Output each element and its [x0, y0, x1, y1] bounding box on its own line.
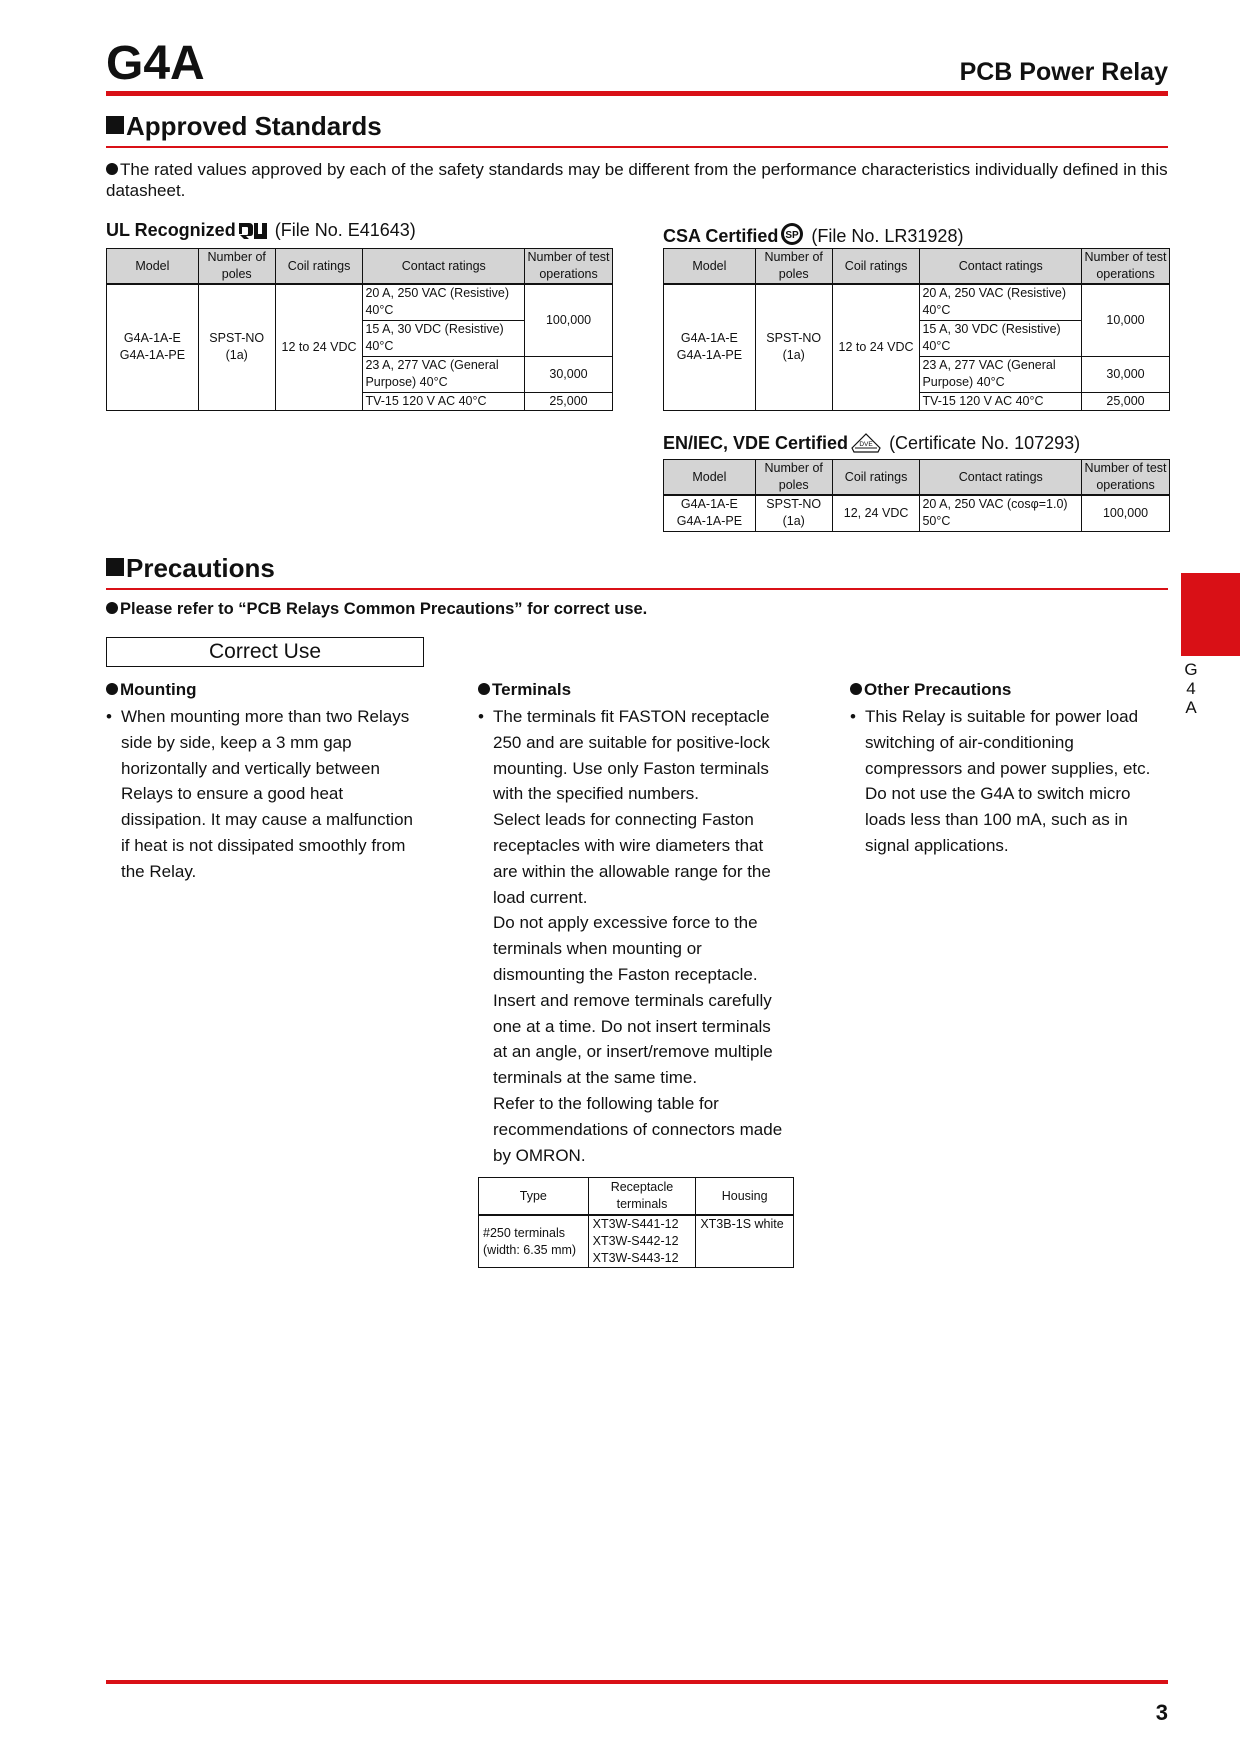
mounting-text: • When mounting more than two Relays side by side, keep a 3 mm gap horizontally and vertically between Relays to ensure a good heat dissipation. It may cause a malfunction if heat is not dissipated smoothly from the Relay. [106, 704, 436, 885]
terminals-text: • The terminals fit FASTON receptacle 250 and are suitable for positive-lock mounting. Use only Faston terminals with the specified numbers. Select leads for connecting Faston receptacles with wire diameters that are within the allowable range for the load current. Do not apply excessive force to the terminals when mounting or dismounting the Faston receptacle. Insert and remove terminals carefully one at a time. Do not insert terminals at an angle, or insert/remove multiple terminals at the same time. Refer to the following table for recommendations of connectors made by OMRON. [478, 704, 818, 1168]
square-bullet-icon [106, 558, 124, 576]
vde-mark-icon [850, 432, 882, 457]
footer-divider [106, 1680, 1168, 1684]
vde-certificate-number: (Certificate No. 107293) [889, 433, 1081, 453]
section-title-text: Precautions [126, 553, 275, 583]
receptacle-cell: XT3W-S441-12 XT3W-S442-12 XT3W-S443-12 [588, 1215, 696, 1268]
svg-text:DVE: DVE [859, 441, 873, 448]
vde-standard-name: EN/IEC, VDE Certified [663, 433, 849, 453]
page-number: 3 [1155, 1700, 1168, 1725]
column-header: Number of poles [755, 460, 832, 496]
bullet-icon: • [106, 707, 112, 726]
table-header-row [107, 249, 613, 285]
ul-standard-name: UL Recognized [106, 220, 236, 240]
poles-cell: SPST-NO (1a) [198, 284, 275, 410]
operations-cell: 25,000 [1082, 392, 1170, 410]
csa-file-number: (File No. LR31928) [811, 226, 964, 246]
column-header: Type [479, 1178, 589, 1216]
column-header: Number of test operations [525, 249, 613, 285]
column-header: Model [107, 249, 199, 285]
side-index-label: G 4 A [1184, 660, 1198, 717]
contact-cell: 23 A, 277 VAC (General Purpose) 40°C [363, 356, 525, 392]
csa-standard-name: CSA Certified [663, 226, 779, 246]
coil-cell: 12 to 24 VDC [275, 284, 363, 410]
poles-cell: SPST-NO (1a) [755, 284, 832, 410]
bullet-icon: • [478, 707, 484, 726]
correct-use-box: Correct Use [106, 637, 424, 667]
column-header: Coil ratings [832, 460, 920, 496]
table-header-row [479, 1178, 794, 1216]
section-divider [106, 588, 1168, 590]
square-bullet-icon [106, 116, 124, 134]
column-header: Model [664, 460, 756, 496]
coil-cell: 12, 24 VDC [832, 495, 920, 531]
standards-note [106, 159, 1176, 201]
table-row [664, 284, 1170, 320]
section-title-precautions [106, 555, 275, 581]
operations-cell: 100,000 [1082, 495, 1170, 531]
contact-cell: 20 A, 250 VAC (Resistive) 40°C [363, 284, 525, 320]
section-title-approved-standards [106, 113, 382, 139]
ul-standard-title [106, 221, 416, 244]
ul-recognized-mark-icon [238, 221, 268, 244]
column-header: Contact ratings [920, 249, 1082, 285]
operations-cell: 25,000 [525, 392, 613, 410]
column-header: Contact ratings [363, 249, 525, 285]
ul-ratings-table [106, 248, 613, 411]
round-bullet-icon [850, 683, 862, 695]
table-row [107, 284, 613, 320]
contact-cell: 15 A, 30 VDC (Resistive) 40°C [363, 320, 525, 356]
other-precautions-heading [850, 681, 1011, 698]
table-header-row [664, 460, 1170, 496]
column-header: Number of test operations [1082, 249, 1170, 285]
operations-cell: 10,000 [1082, 284, 1170, 356]
column-header: Receptacle terminals [588, 1178, 696, 1216]
contact-cell: TV-15 120 V AC 40°C [920, 392, 1082, 410]
side-index-tab [1181, 573, 1240, 656]
model-cell: G4A-1A-E G4A-1A-PE [664, 284, 756, 410]
other-precautions-text: • This Relay is suitable for power load switching of air-conditioning compressors and power supplies, etc. Do not use the G4A to switch micro loads less than 100 mA, such as in signal applications. [850, 704, 1180, 859]
connector-table [478, 1177, 794, 1268]
poles-cell: SPST-NO (1a) [755, 495, 832, 531]
product-category: PCB Power Relay [959, 58, 1168, 86]
round-bullet-icon [106, 163, 118, 175]
csa-ratings-table [663, 248, 1170, 411]
housing-cell: XT3B-1S white [696, 1215, 794, 1268]
table-row [664, 495, 1170, 531]
column-header: Housing [696, 1178, 794, 1216]
product-title: G4A [106, 37, 205, 90]
operations-cell: 30,000 [1082, 356, 1170, 392]
contact-cell: TV-15 120 V AC 40°C [363, 392, 525, 410]
ul-file-number: (File No. E41643) [274, 220, 416, 240]
svg-text:SP: SP [785, 230, 800, 241]
standards-note-text: The rated values approved by each of the safety standards may be different from the performance characteristics individually defined in this datasheet. [106, 160, 1168, 200]
csa-mark-icon [780, 221, 804, 250]
vde-ratings-table [663, 459, 1170, 532]
coil-cell: 12 to 24 VDC [832, 284, 920, 410]
operations-cell: 30,000 [525, 356, 613, 392]
contact-cell: 20 A, 250 VAC (Resistive) 40°C [920, 284, 1082, 320]
csa-standard-title [663, 221, 963, 250]
precautions-note-text: Please refer to “PCB Relays Common Precautions” for correct use. [120, 600, 648, 618]
column-header: Contact ratings [920, 460, 1082, 496]
round-bullet-icon [106, 602, 118, 614]
round-bullet-icon [106, 683, 118, 695]
header-divider [106, 91, 1168, 96]
operations-cell: 100,000 [525, 284, 613, 356]
section-title-text: Approved Standards [126, 111, 382, 141]
column-header: Number of poles [755, 249, 832, 285]
round-bullet-icon [478, 683, 490, 695]
vde-standard-title [663, 432, 1080, 457]
column-header: Coil ratings [832, 249, 920, 285]
type-cell: #250 terminals (width: 6.35 mm) [479, 1215, 589, 1268]
precautions-note [106, 599, 647, 620]
column-header: Coil ratings [275, 249, 363, 285]
model-cell: G4A-1A-E G4A-1A-PE [107, 284, 199, 410]
model-cell: G4A-1A-E G4A-1A-PE [664, 495, 756, 531]
column-header: Number of test operations [1082, 460, 1170, 496]
heading-text: Mounting [120, 680, 197, 699]
table-row [479, 1215, 794, 1268]
contact-cell: 20 A, 250 VAC (cosφ=1.0) 50°C [920, 495, 1082, 531]
contact-cell: 23 A, 277 VAC (General Purpose) 40°C [920, 356, 1082, 392]
contact-cell: 15 A, 30 VDC (Resistive) 40°C [920, 320, 1082, 356]
table-header-row [664, 249, 1170, 285]
section-divider [106, 146, 1168, 148]
heading-text: Other Precautions [864, 680, 1012, 699]
column-header: Model [664, 249, 756, 285]
terminals-heading [478, 681, 571, 698]
mounting-heading [106, 681, 196, 698]
bullet-icon: • [850, 707, 856, 726]
heading-text: Terminals [492, 680, 572, 699]
column-header: Number of poles [198, 249, 275, 285]
